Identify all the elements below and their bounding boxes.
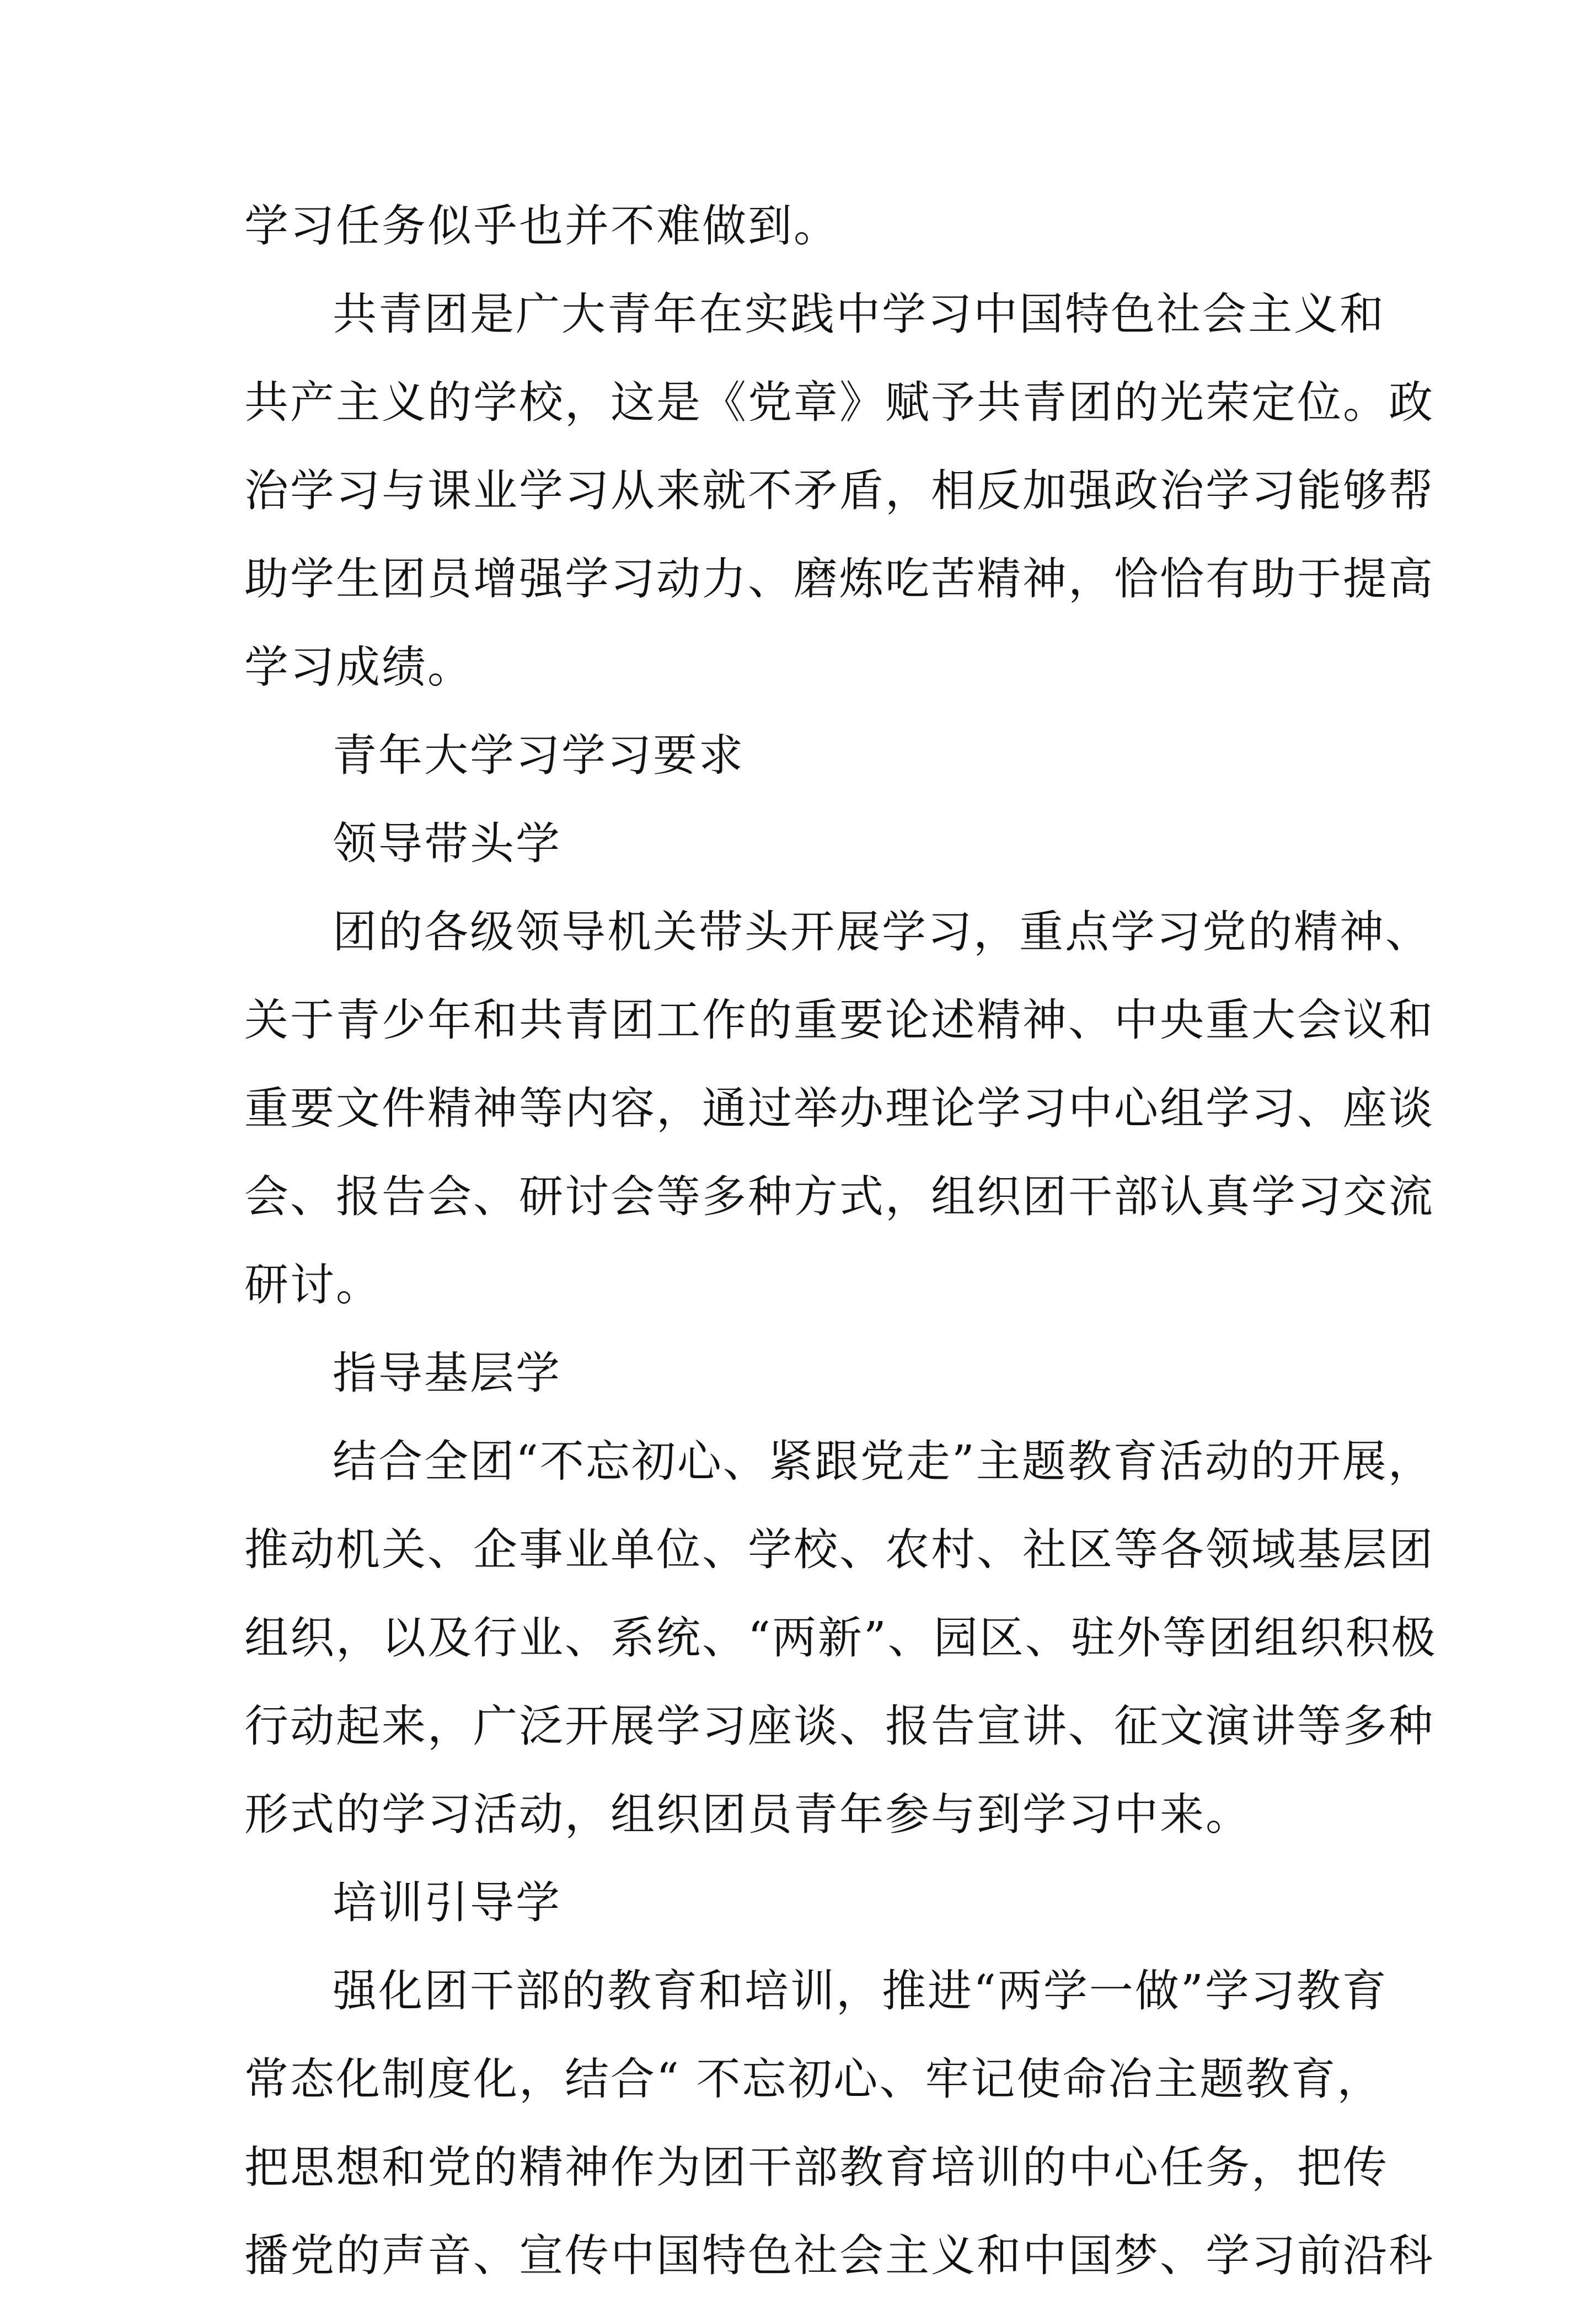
- section-heading: 青年大学习学习要求: [333, 730, 745, 781]
- paragraph-start: 团的各级领导机关带头开展学习，重点学习党的精神、: [333, 906, 1431, 958]
- text-line: 研讨。: [244, 1259, 382, 1311]
- text-line: 关于青少年和共青团工作的重要论述精神、中央重大会议和: [244, 994, 1434, 1046]
- subsection-heading: 指导基层学: [333, 1347, 561, 1399]
- text-line: 形式的学习活动，组织团员青年参与到学习中来。: [244, 1789, 1251, 1840]
- text-line: 助学生团员增强学习动力、磨炼吃苦精神，恰恰有助于提高: [244, 553, 1434, 605]
- text-line: 组织，以及行业、系统、“两新”、园区、驻外等团组织积极: [244, 1612, 1437, 1664]
- document-body: [244, 182, 1437, 2300]
- text-line: 常态化制度化，结合“ 不忘初心、牢记使命冶主题教育，: [244, 2053, 1383, 2105]
- subsection-heading: 培训引导学: [333, 1877, 561, 1928]
- text-line: 重要文件精神等内容，通过举办理论学习中心组学习、座谈: [244, 1083, 1434, 1134]
- paragraph-start: 共青团是广大青年在实践中学习中国特色社会主义和: [333, 288, 1385, 340]
- paragraph-start: 结合全团“不忘初心、紧跟党走”主题教育活动的开展，: [333, 1436, 1434, 1487]
- subsection-heading: 领导带头学: [333, 818, 561, 869]
- text-line: 学习成绩。: [244, 641, 473, 693]
- text-line: 会、报告会、研讨会等多种方式，组织团干部认真学习交流: [244, 1171, 1434, 1222]
- text-line: 推动机关、企事业单位、学校、农村、社区等各领域基层团: [244, 1524, 1434, 1575]
- text-line: 治学习与课业学习从来就不矛盾，相反加强政治学习能够帮: [244, 465, 1434, 516]
- text-line: 把思想和党的精神作为团干部教育培训的中心任务，把传: [244, 2142, 1389, 2193]
- text-line: 共产主义的学校，这是《党章》赋予共青团的光荣定位。政: [244, 377, 1434, 428]
- text-line: 学习任务似乎也并不难做到。: [244, 200, 839, 252]
- paragraph-start: 强化团干部的教育和培训，推进“两学一做”学习教育: [333, 1965, 1388, 2016]
- text-line: 播党的声音、宣传中国特色社会主义和中国梦、学习前沿科: [244, 2230, 1434, 2281]
- text-line: 行动起来，广泛开展学习座谈、报告宣讲、征文演讲等多种: [244, 1700, 1434, 1752]
